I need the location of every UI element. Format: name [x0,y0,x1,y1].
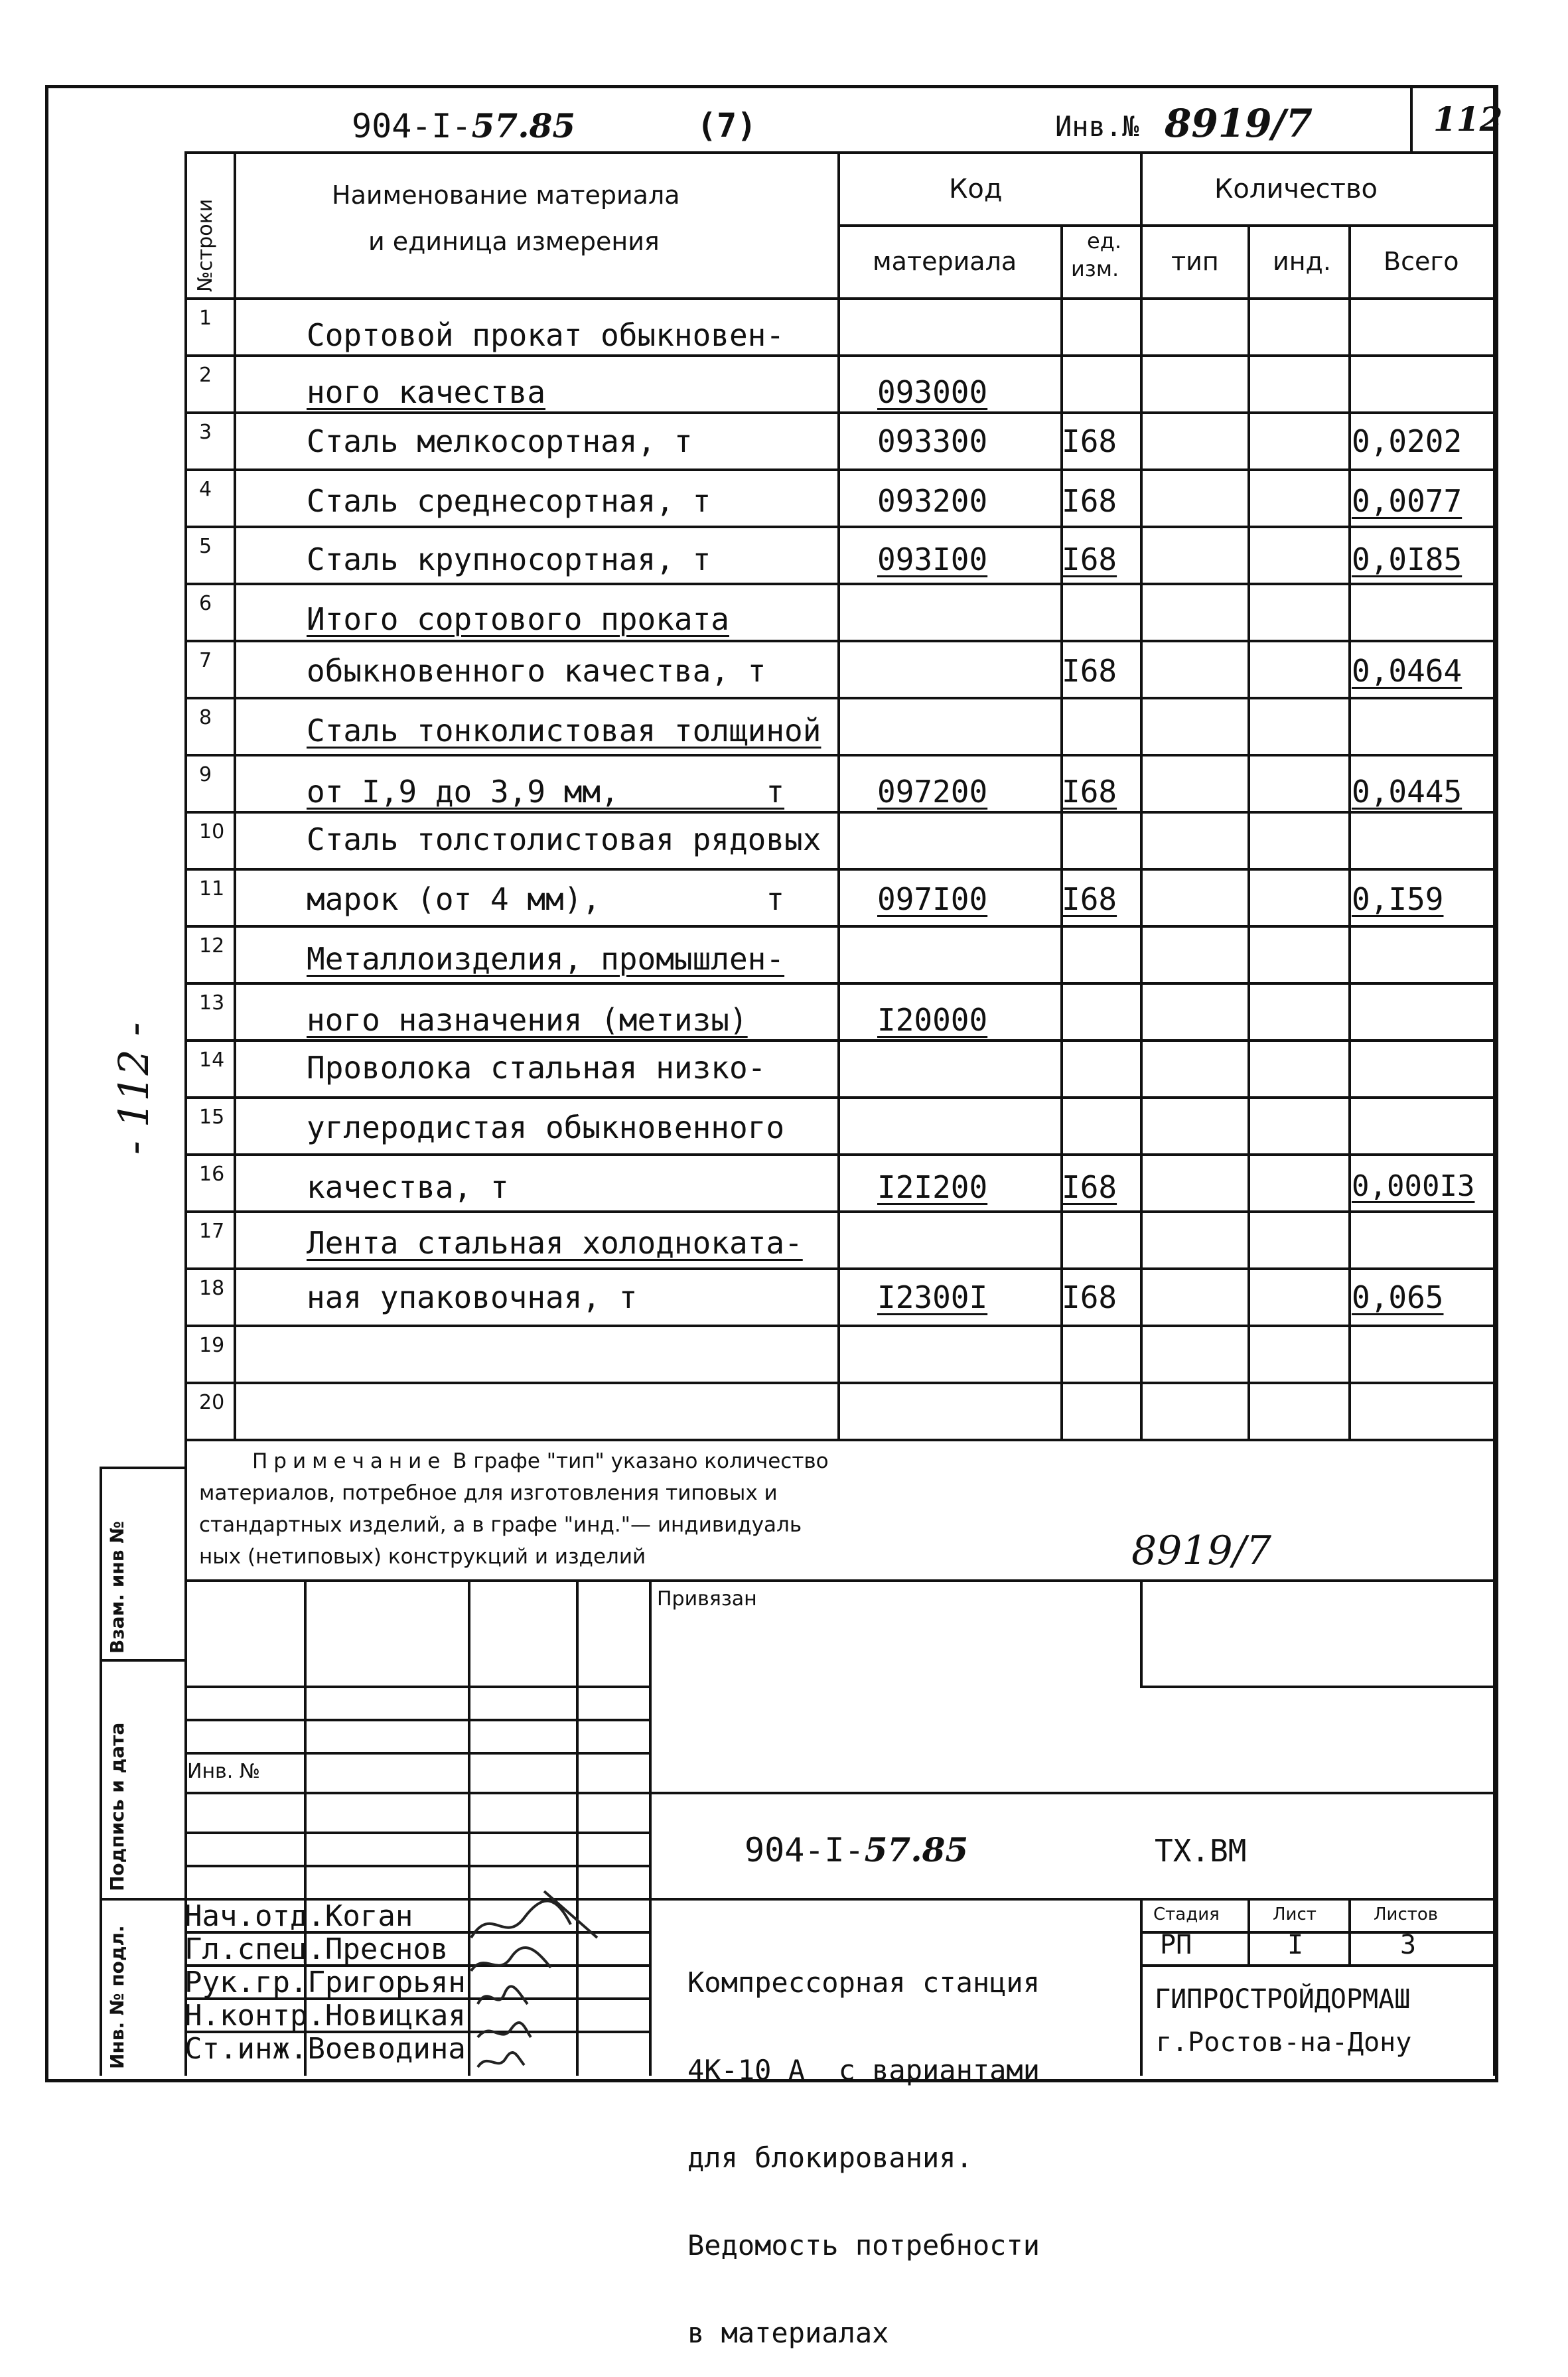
material-name: Сталь мелкосортная, т [307,423,693,459]
total-quantity: 0,I59 [1352,881,1444,917]
row-number: 11 [199,877,225,900]
material-code: 093000 [877,374,988,410]
material-name: Сталь крупносортная, т [307,541,711,577]
col-type: тип [1171,247,1219,276]
total-quantity: 0,0I85 [1352,541,1462,577]
unit-code: I68 [1062,1279,1117,1315]
material-name: Сталь среднесортная, т [307,483,711,519]
stage-value: РП [1160,1930,1192,1960]
material-code: 093300 [877,423,988,459]
row-number: 20 [199,1391,225,1414]
stamp-number: 8919/7 [1131,1528,1272,1574]
col-row-number: №строки [194,198,217,292]
page-number: 112 [1433,100,1503,139]
material-name: ного назначения (метизы) [307,1002,748,1038]
unit-code: I68 [1062,541,1117,577]
col-code-group: Код [949,174,1003,204]
sheet-mark: (7) [697,106,757,145]
unit-code: I68 [1062,653,1117,689]
unit-code: I68 [1062,1169,1117,1205]
staff-row: Рук.гр.Григорьян [184,1966,466,1999]
doc-mark: ТХ.ВМ [1155,1833,1247,1869]
material-name: качества, т [307,1169,509,1205]
col-unit-line1: ед. [1087,228,1121,253]
material-name: обыкновенного качества, т [307,653,766,689]
row-number: 5 [199,535,212,558]
material-code: I20000 [877,1002,988,1038]
title-doc-code: 904-I-57.85 [745,1830,969,1869]
side-page-mark: - 112 - [109,1022,158,1155]
note-title: Примечание [252,1449,447,1473]
staff-row: Нач.отд.Коган [184,1899,413,1933]
total-quantity: 0,000I3 [1352,1169,1475,1203]
sheet-value: I [1287,1930,1304,1960]
signatures [464,1878,650,2070]
row-number: 3 [199,421,212,444]
row-number: 9 [199,763,212,786]
material-code: I2I200 [877,1169,988,1205]
col-individual: инд. [1273,247,1331,276]
inventory-label: Инв.№ [1055,110,1139,143]
row-number: 13 [199,991,225,1015]
row-number: 16 [199,1163,225,1186]
sheets-label: Листов [1374,1905,1439,1924]
sheet-label: Лист [1273,1905,1317,1924]
material-code: 097I00 [877,881,988,917]
privyazan-label: Привязан [657,1587,757,1611]
original-inventory-label: Инв. № подл. [106,1925,128,2069]
col-total: Всего [1384,247,1459,276]
row-number: 7 [199,649,212,672]
col-name-line2: и единица измерения [368,227,660,256]
stage-label: Стадия [1153,1905,1220,1924]
row-number: 15 [199,1106,225,1129]
row-number: 18 [199,1277,225,1300]
signature-kogan [471,1891,597,1938]
material-code: 097200 [877,774,988,810]
inventory-no-label: Инв. № [187,1760,261,1783]
staff-row: Ст.инж.Воеводина [184,2032,466,2066]
row-number: 17 [199,1220,225,1243]
material-name: углеродистая обыкновенного [307,1110,785,1145]
material-name: Проволока стальная низко- [307,1050,766,1086]
col-unit-line2: изм. [1071,256,1119,281]
row-number: 14 [199,1048,225,1072]
unit-code: I68 [1062,881,1117,917]
material-name: Сортовой прокат обыкновен- [307,317,785,353]
material-name: марок (от 4 мм), т [307,881,785,917]
row-number: 19 [199,1334,225,1357]
total-quantity: 0,0464 [1352,653,1462,689]
total-quantity: 0,0445 [1352,774,1462,810]
note: Примечание В графе "тип" указано количество материалов, потребное для изготовления типовых и стандартных изделий, а в графе "инд."— индивидуаль ных (нетиповых) конструкций и изделий [199,1449,829,1569]
row-number: 10 [199,820,225,843]
row-number: 4 [199,478,212,501]
material-name: Сталь толстолистовая рядовых [307,822,821,857]
row-number: 12 [199,934,225,958]
page-frame [45,85,1498,2082]
material-code: 093I00 [877,541,988,577]
material-name: ного качества [307,374,546,410]
material-name: от I,9 до 3,9 мм, т [307,774,785,810]
doc-number: 904-I-57.85 [352,106,576,145]
material-name: Металлоизделия, промышлен- [307,941,785,977]
col-name-line1: Наименование материала [332,180,680,210]
city: г.Ростов-на-Дону [1156,2027,1412,2058]
material-name: Итого сортового проката [307,601,729,637]
unit-code: I68 [1062,774,1117,810]
signature-novitskaya [478,2023,531,2037]
row-number: 2 [199,364,212,387]
col-material: материала [873,247,1017,276]
signature-voevodina [478,2053,524,2067]
total-quantity: 0,065 [1352,1279,1444,1315]
row-number: 6 [199,592,212,615]
inventory-number: 8919/7 [1165,101,1313,146]
staff-row: Гл.спец.Преснов [184,1932,449,1966]
material-name: ная упаковочная, т [307,1279,638,1315]
material-name: Сталь тонколистовая толщиной [307,713,821,749]
material-name: Лента стальная холодноката- [307,1225,803,1261]
row-number: 8 [199,706,212,729]
signature-presnov [471,1948,551,1971]
replacement-inventory-label: Взам. инв № [106,1521,128,1654]
unit-code: I68 [1062,423,1117,459]
total-quantity: 0,0077 [1352,483,1462,519]
staff-row: Н.контр.Новицкая [184,1999,466,2033]
signature-date-label: Подпись и дата [106,1722,128,1891]
organization: ГИПРОСТРОЙДОРМАШ [1155,1984,1411,2015]
sheets-value: 3 [1400,1930,1417,1960]
row-number: 1 [199,307,212,330]
col-qty-group: Количество [1214,174,1378,204]
unit-code: I68 [1062,483,1117,519]
material-code: 093200 [877,483,988,519]
material-code: I2300I [877,1279,988,1315]
total-quantity: 0,0202 [1352,423,1462,459]
document-title: Компрессорная станция 4К-10 А с вариантами для блокирования. Ведомость потребности в материалах [687,1966,1040,2349]
signature-grigoryan [478,1986,528,2004]
